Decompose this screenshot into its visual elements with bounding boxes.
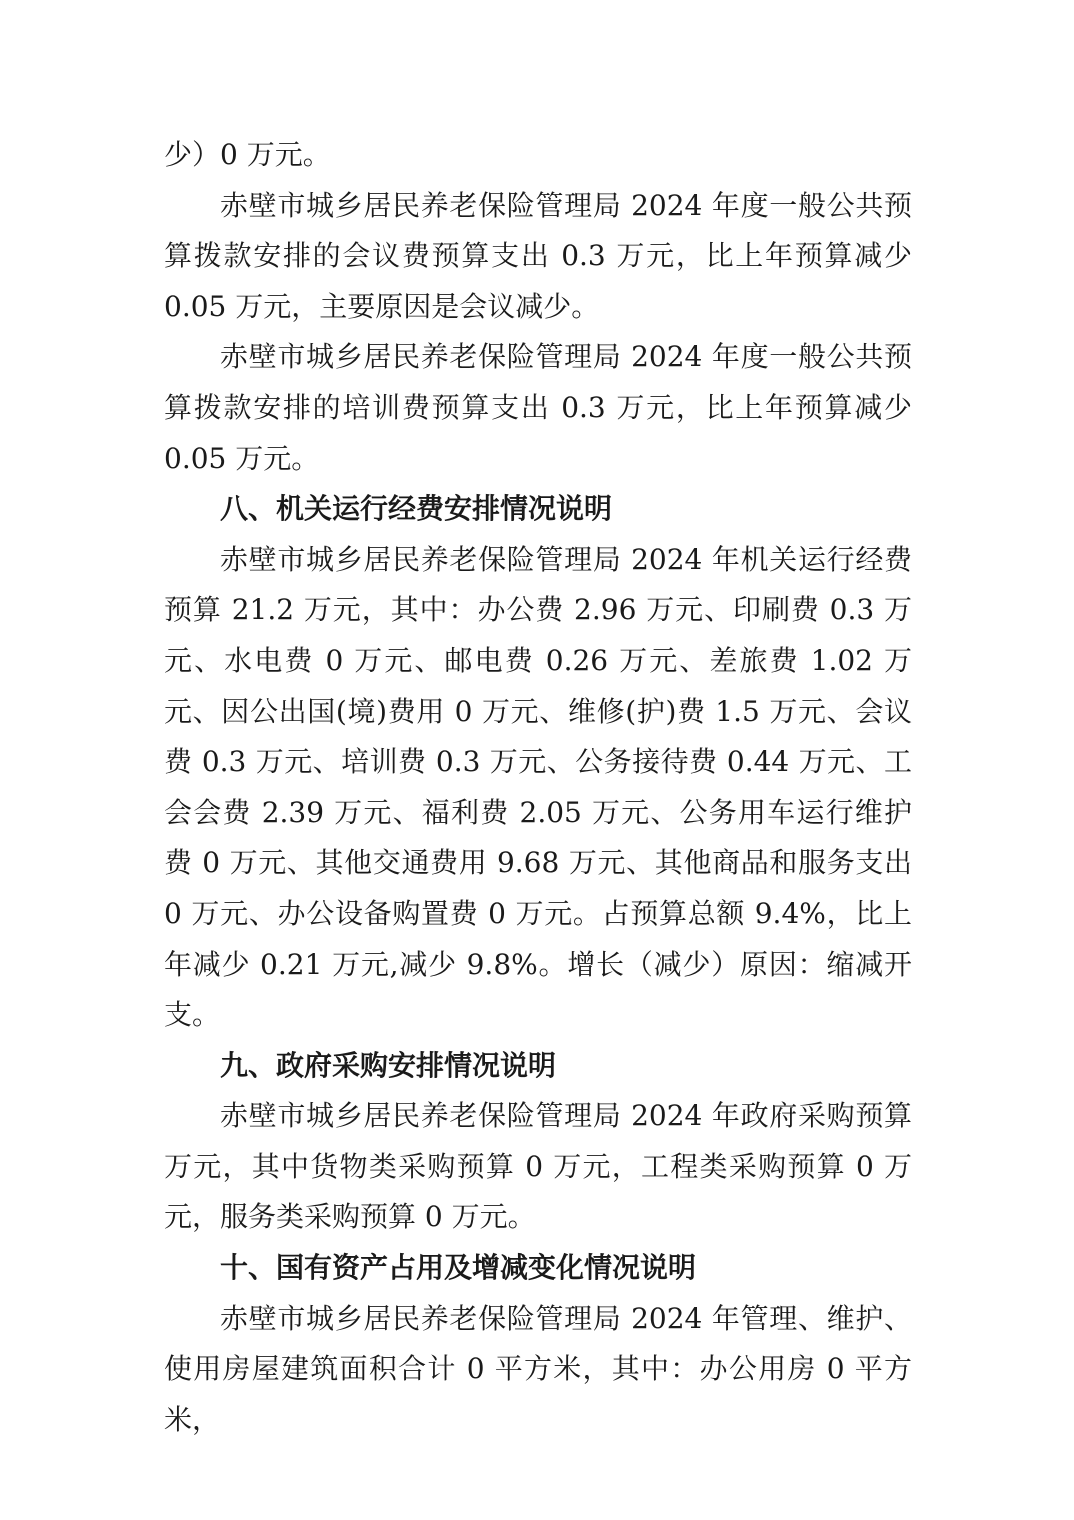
paragraph-training-fee: 赤壁市城乡居民养老保险管理局 2024 年度一般公共预算拨款安排的培训费预算支出 0.3 万元，比上年预算减少 0.05 万元。 — [164, 340, 912, 475]
paragraph-procurement: 赤壁市城乡居民养老保险管理局 2024 年政府采购预算万元，其中货物类采购预算 0 万元，工程类采购预算 0 万元，服务类采购预算 0 万元。 — [164, 1099, 912, 1234]
section-heading-9: 九、政府采购安排情况说明 — [220, 1048, 557, 1082]
paragraph-state-assets: 赤壁市城乡居民养老保险管理局 2024 年管理、维护、使用房屋建筑面积合计 0 平方米，其中：办公用房 0 平方米， — [164, 1301, 912, 1436]
document-page — [164, 130, 912, 1445]
section-heading-8: 八、机关运行经费安排情况说明 — [220, 492, 613, 526]
section-heading-10: 十、国有资产占用及增减变化情况说明 — [220, 1251, 697, 1285]
paragraph-continuation: 少）0 万元。 — [164, 138, 331, 171]
paragraph-meeting-fee: 赤壁市城乡居民养老保险管理局 2024 年度一般公共预算拨款安排的会议费预算支出 0.3 万元，比上年预算减少 0.05 万元，主要原因是会议减少。 — [164, 188, 912, 323]
paragraph-operating-expenses: 赤壁市城乡居民养老保险管理局 2024 年机关运行经费预算 21.2 万元，其中：办公费 2.96 万元、印刷费 0.3 万元、水电费 0 万元、邮电费 0.26 万元、差旅费 1.02 万元、因公出国(境)费用 0 万元、维修(护)费 1.5 万元、会议费 0.3 万元、培训费 0.3 万元、公务接待费 0.44 万元、工会会费 2.39 万元、福利费 2.05 万元、公务用车运行维护费 0 万元、其他交通费用 9.68 万元、其他商品和服务支出 0 万元、办公设备购置费 0 万元。占预算总额 9.4%，比上年减少 0.21 万元,减少 9.8%。增长（减少）原因：缩减开支。 — [164, 542, 912, 1032]
